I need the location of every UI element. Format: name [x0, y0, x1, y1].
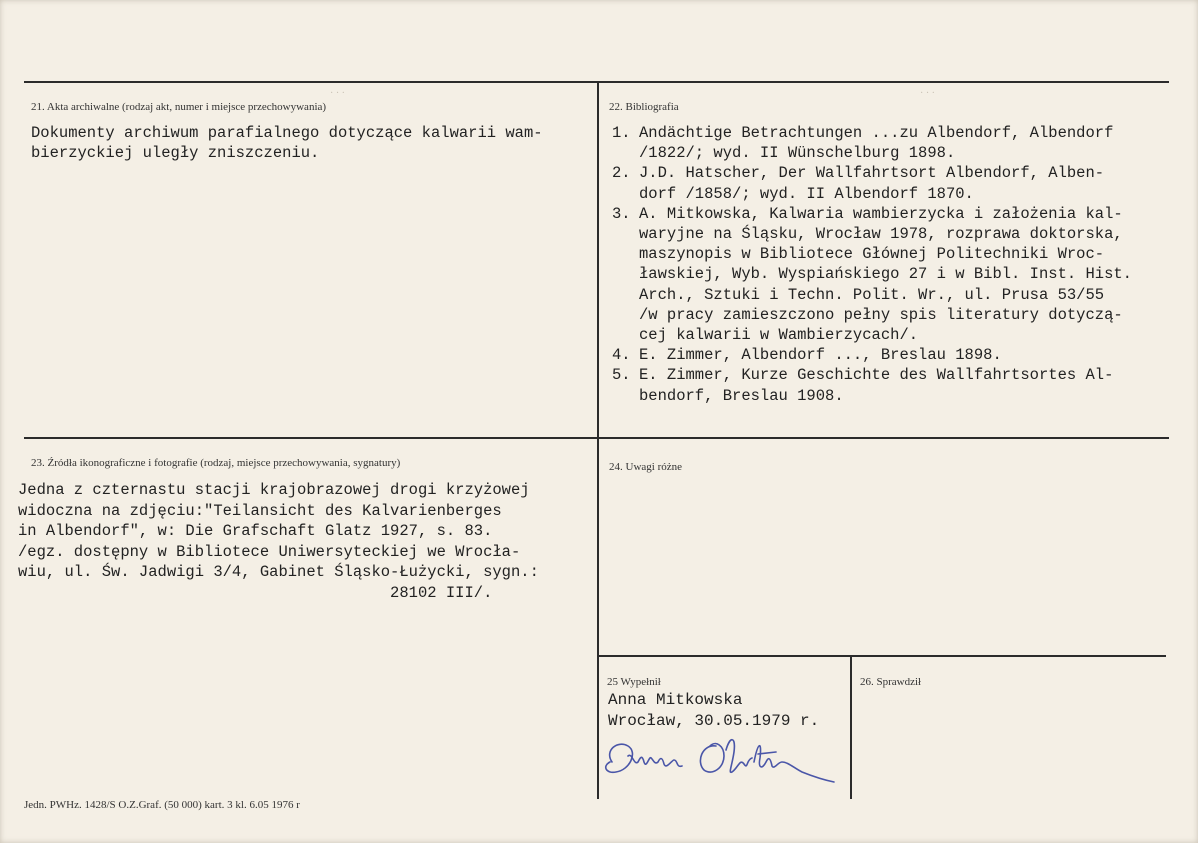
- section-22-label: 22. Bibliografia: [609, 101, 679, 113]
- section-23-text: Jedna z czternastu stacji krajobrazowej drogi krzyżowej widoczna na zdjęciu:"Teilansicht des Kalvarienberges in Albendorf", w: Die Grafschaft Glatz 1927, s. 83. /egz. dostępny w Bibliotece Uniwersyteckiej we Wrocła- wiu, ul. Św. Jadwigi 3/4, Gabinet Śląsko-Łużycki, sygn.: 28102 III/.: [18, 481, 539, 602]
- bibliography-item-text: E. Zimmer, Kurze Geschichte des Wallfahrtsortes Al- bendorf, Breslau 1908.: [639, 366, 1114, 405]
- bibliography-item-number: 4.: [612, 346, 631, 365]
- signature-box-rule: [597, 655, 1166, 657]
- bibliography-item: [612, 123, 1132, 163]
- section-25-label: 25 Wypełnił: [607, 676, 661, 688]
- bibliography-item-text: J.D. Hatscher, Der Wallfahrtsort Albendorf, Alben- dorf /1858/; wyd. II Albendorf 1870.: [639, 164, 1105, 203]
- filled-by-name: Anna Mitkowska: [608, 691, 743, 709]
- bleed-through-mark: · · ·: [330, 88, 345, 99]
- bibliography-item: [612, 345, 1132, 365]
- section-21-label: 21. Akta archiwalne (rodzaj akt, numer i miejsce przechowywania): [31, 101, 327, 113]
- handwritten-signature: [598, 732, 848, 788]
- bibliography-item-text: E. Zimmer, Albendorf ..., Breslau 1898.: [639, 346, 1002, 365]
- bibliography-item: [612, 204, 1132, 345]
- bibliography-item: [612, 365, 1132, 405]
- signature-divider-rule: [850, 655, 852, 799]
- section-24-label: 24. Uwagi różne: [609, 461, 683, 473]
- section-26-label: 26. Sprawdził: [860, 676, 922, 688]
- bibliography-item-number: 3.: [612, 204, 631, 223]
- filled-by-place-date: Wrocław, 30.05.1979 r.: [608, 712, 820, 730]
- bibliography-item-text: A. Mitkowska, Kalwaria wambierzycka i założenia kal- waryjne na Śląsku, Wrocław 1978, rozprawa doktorska, maszynopis w Bibliotece Głównej Politechniki Wroc- ławskiej, Wyb. Wyspiańskiego 27 i w Bibl. Inst. Hist. Arch., Sztuki i Techn. Polit. Wr., ul. Prusa 53/55 /w pracy zamieszczono pełny spis literatury dotyczą- cej kalwarii w Wambierzycach/.: [639, 204, 1132, 345]
- bleed-through-mark: · · ·: [920, 88, 935, 99]
- bibliography-item-number: 1.: [612, 124, 631, 142]
- bibliography-item-text: Andächtige Betrachtungen ...zu Albendorf, Albendorf /1822/; wyd. II Wünschelburg 1898.: [639, 124, 1114, 163]
- bibliography-item: [612, 163, 1132, 203]
- section-21-text: Dokumenty archiwum parafialnego dotyczące kalwarii wam- bierzyckiej uległy zniszczeniu.: [31, 124, 543, 162]
- bibliography-item-number: 2.: [612, 164, 631, 183]
- print-footer: Jedn. PWHz. 1428/S O.Z.Graf. (50 000) kart. 3 kl. 6.05 1976 r: [24, 799, 300, 811]
- bibliography-item-number: 5.: [612, 366, 631, 385]
- section-23-label: 23. Źródła ikonograficzne i fotografie (rodzaj, miejsce przechowywania, sygnatury): [31, 457, 401, 469]
- center-vertical-rule-upper: [597, 81, 599, 439]
- bibliography-list: [612, 123, 1132, 406]
